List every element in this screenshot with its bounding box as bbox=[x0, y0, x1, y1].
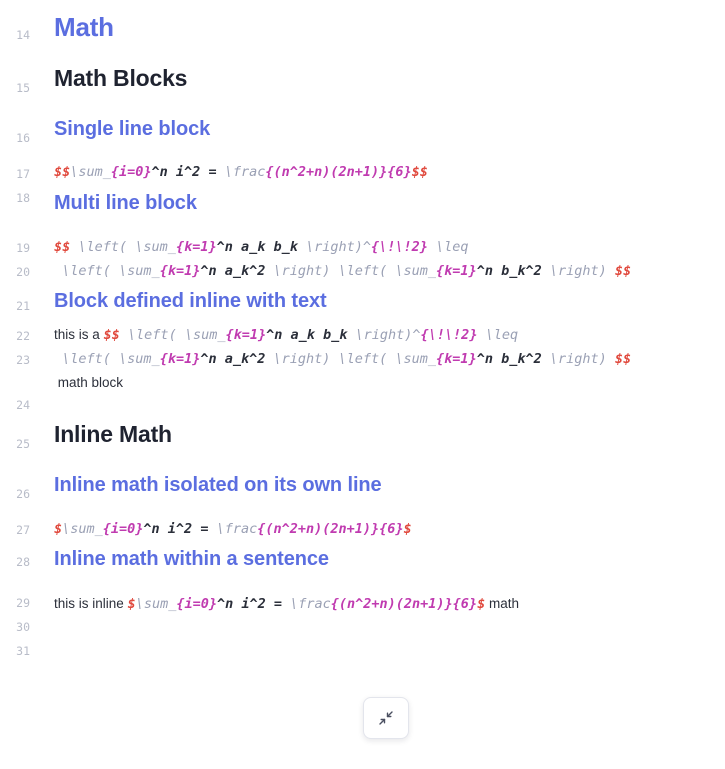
line-number: 16 bbox=[16, 131, 30, 145]
inline-block-with-text-source[interactable] bbox=[54, 323, 719, 395]
collapse-button[interactable] bbox=[363, 697, 409, 739]
math-identifier: ^n b_k^2 bbox=[476, 351, 550, 367]
math-command: \frac bbox=[224, 164, 266, 180]
math-identifier: ^n a_k b_k bbox=[266, 327, 356, 343]
math-identifier: ^n i^2 = bbox=[216, 596, 291, 612]
line-number-gutter bbox=[0, 0, 44, 769]
line-number: 31 bbox=[16, 644, 30, 658]
math-command: \left( \sum_ bbox=[54, 351, 160, 367]
math-brace: {i=0} bbox=[102, 521, 144, 537]
math-command: \right) bbox=[549, 263, 615, 279]
math-command: \right) \left( \sum_ bbox=[273, 351, 437, 367]
math-command: \right)^ bbox=[355, 327, 421, 343]
math-delimiter: $$ bbox=[54, 164, 71, 180]
line-number: 28 bbox=[16, 555, 30, 569]
math-brace: {(n^2+n)(2n+1)}{6} bbox=[330, 596, 478, 612]
heading-math: Math bbox=[54, 12, 114, 42]
math-identifier: ^n a_k^2 bbox=[200, 263, 274, 279]
math-brace: {(n^2+n)(2n+1)}{6} bbox=[265, 164, 412, 180]
math-identifier: ^n b_k^2 bbox=[476, 263, 550, 279]
math-brace: {\!\!2} bbox=[371, 239, 428, 255]
line-number: 21 bbox=[16, 299, 30, 313]
math-delimiter: $$ bbox=[614, 263, 632, 279]
math-identifier: ^n a_k^2 bbox=[200, 351, 274, 367]
single-line-block-source[interactable] bbox=[54, 160, 719, 184]
line-number: 22 bbox=[16, 329, 30, 343]
math-brace: {k=1} bbox=[159, 351, 201, 367]
heading-block-defined-inline: Block defined inline with text bbox=[54, 290, 327, 312]
math-command: \left( \sum_ bbox=[54, 263, 160, 279]
heading-multi-line-block: Multi line block bbox=[54, 192, 197, 214]
math-brace: {(n^2+n)(2n+1)}{6} bbox=[257, 521, 404, 537]
line-number: 25 bbox=[16, 437, 30, 451]
math-identifier: ^n a_k b_k bbox=[216, 239, 306, 255]
sentence-prefix: this is inline bbox=[54, 596, 128, 611]
math-command: \right) \left( \sum_ bbox=[273, 263, 437, 279]
math-delimiter: $ bbox=[127, 596, 136, 612]
line-number: 17 bbox=[16, 167, 30, 181]
math-brace: {i=0} bbox=[176, 596, 217, 612]
math-identifier: ^n i^2 = bbox=[143, 521, 217, 537]
heading-inline-isolated: Inline math isolated on its own line bbox=[54, 474, 382, 496]
math-command: \leq bbox=[477, 327, 519, 343]
math-brace: {k=1} bbox=[436, 263, 477, 279]
math-delimiter: $$ bbox=[411, 164, 428, 180]
math-identifier: ^n i^2 = bbox=[151, 164, 225, 180]
line-number: 24 bbox=[16, 398, 30, 412]
line-number: 19 bbox=[16, 241, 30, 255]
math-command: \frac bbox=[290, 596, 331, 612]
inline-within-sentence-source[interactable] bbox=[54, 592, 719, 616]
heading-inline-within-sentence: Inline math within a sentence bbox=[54, 548, 329, 570]
math-command: \right) bbox=[549, 351, 615, 367]
math-delimiter: $$ bbox=[54, 239, 71, 255]
heading-math-blocks: Math Blocks bbox=[54, 65, 188, 91]
math-delimiter: $$ bbox=[103, 327, 120, 343]
line-number: 29 bbox=[16, 596, 30, 610]
sentence-suffix: math bbox=[485, 596, 519, 611]
document-content[interactable] bbox=[44, 0, 725, 769]
math-delimiter: $ bbox=[403, 521, 412, 537]
math-command: \right)^ bbox=[305, 239, 372, 255]
math-brace: {i=0} bbox=[110, 164, 152, 180]
math-brace: {k=1} bbox=[225, 327, 267, 343]
math-brace: {\!\!2} bbox=[420, 327, 478, 343]
math-delimiter: $ bbox=[54, 521, 63, 537]
inline-text-prefix: this is a bbox=[54, 327, 104, 342]
math-command: \leq bbox=[427, 239, 469, 255]
line-number: 14 bbox=[16, 28, 30, 42]
inline-isolated-source[interactable] bbox=[54, 517, 719, 541]
line-number: 18 bbox=[16, 191, 30, 205]
math-brace: {k=1} bbox=[436, 351, 477, 367]
heading-single-line-block: Single line block bbox=[54, 118, 211, 140]
math-delimiter: $$ bbox=[614, 351, 632, 367]
math-brace: {k=1} bbox=[159, 263, 201, 279]
line-number: 27 bbox=[16, 523, 30, 537]
math-command: \left( \sum_ bbox=[119, 327, 226, 343]
math-command: \sum_ bbox=[62, 521, 103, 537]
math-command: \sum_ bbox=[135, 596, 177, 612]
multi-line-block-source[interactable] bbox=[54, 235, 719, 283]
line-number: 26 bbox=[16, 487, 30, 501]
line-number: 23 bbox=[16, 353, 30, 367]
math-command: \frac bbox=[216, 521, 258, 537]
line-number: 30 bbox=[16, 620, 30, 634]
math-command: \left( \sum_ bbox=[70, 239, 176, 255]
heading-inline-math: Inline Math bbox=[54, 421, 172, 447]
math-command: \sum_ bbox=[70, 164, 111, 180]
math-delimiter: $ bbox=[477, 596, 486, 612]
math-brace: {k=1} bbox=[175, 239, 217, 255]
inline-text-suffix: math block bbox=[54, 375, 124, 390]
collapse-arrows-icon bbox=[378, 710, 394, 726]
line-number: 15 bbox=[16, 81, 30, 95]
line-number: 20 bbox=[16, 265, 30, 279]
